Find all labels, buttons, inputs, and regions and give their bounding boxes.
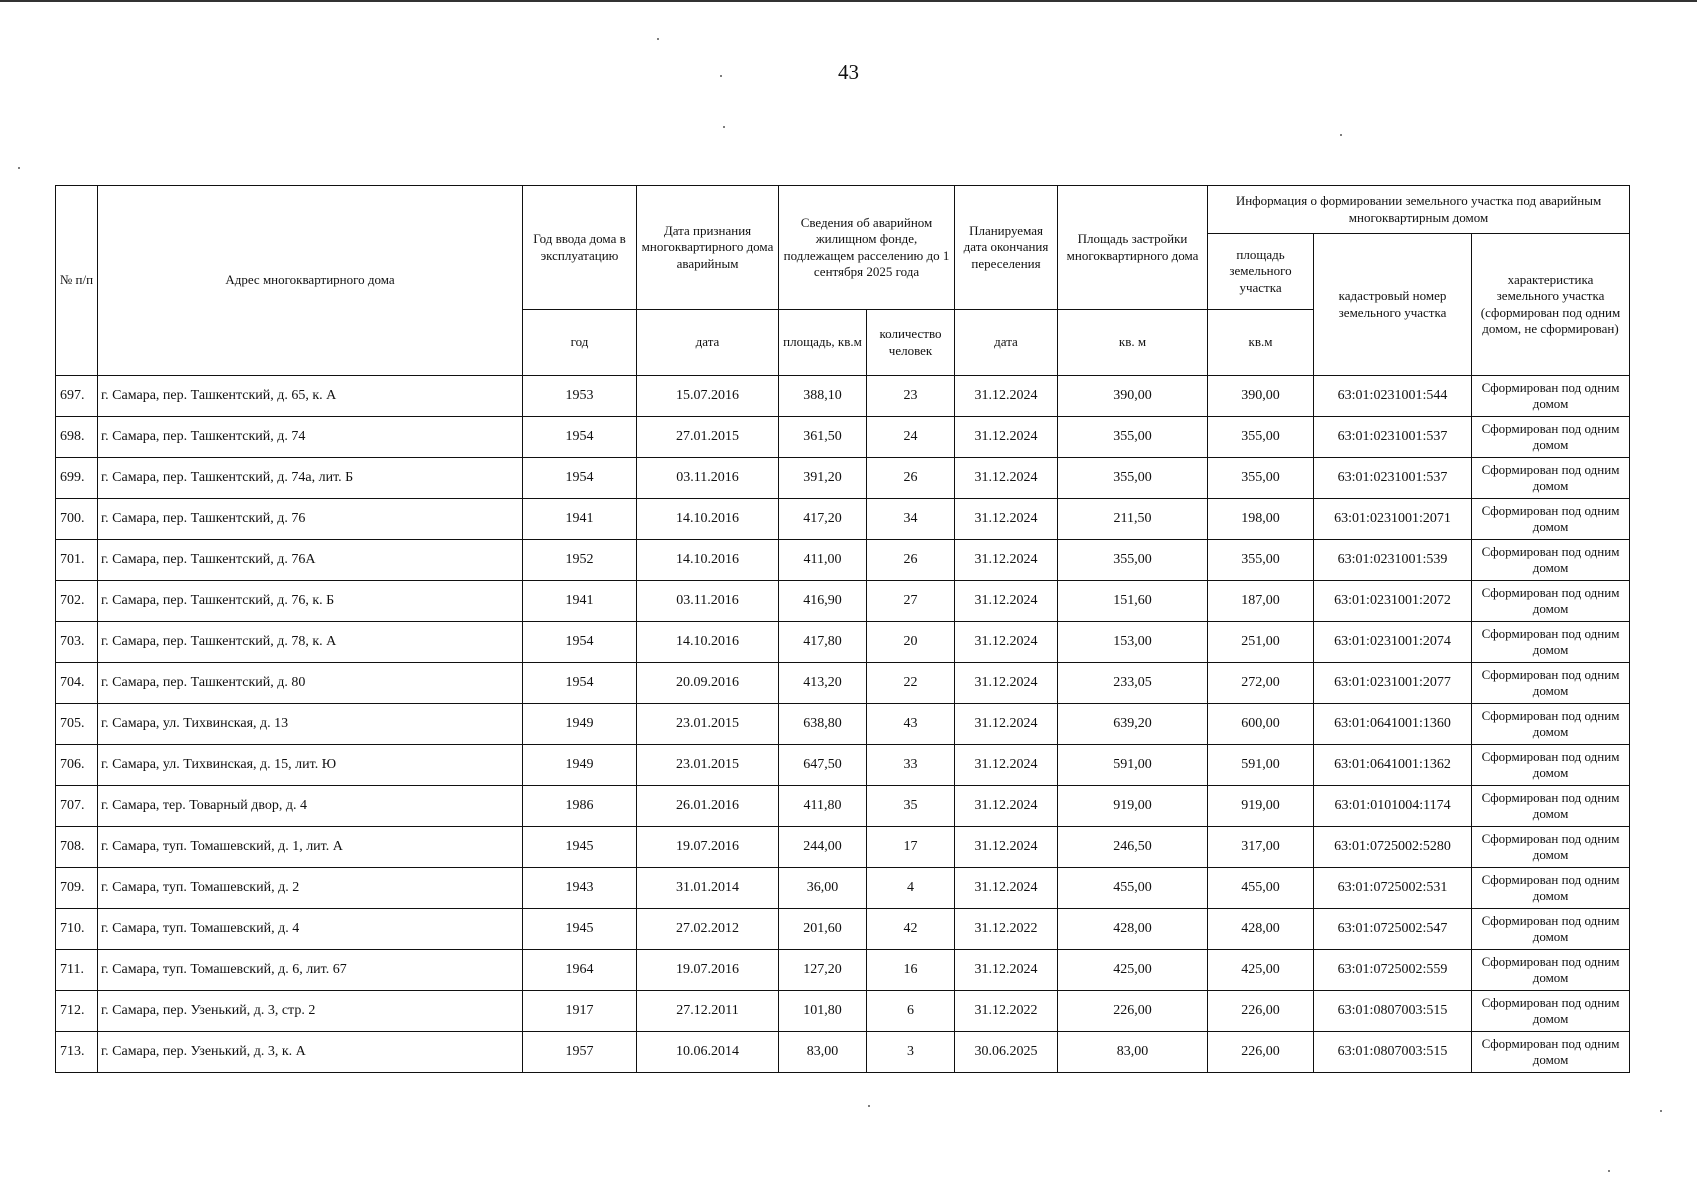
cell-date: 19.07.2016 bbox=[637, 950, 779, 991]
cell-date: 14.10.2016 bbox=[637, 540, 779, 581]
cell-land-area: 355,00 bbox=[1208, 417, 1314, 458]
cell-people: 22 bbox=[867, 663, 955, 704]
cell-planned: 31.12.2022 bbox=[955, 991, 1058, 1032]
cell-build-area: 246,50 bbox=[1058, 827, 1208, 868]
cell-planned: 31.12.2024 bbox=[955, 663, 1058, 704]
cell-build-area: 233,05 bbox=[1058, 663, 1208, 704]
cell-land-char: Сформирован под одним домом bbox=[1472, 458, 1630, 499]
scan-speck bbox=[1660, 1110, 1662, 1112]
cell-year: 1954 bbox=[523, 417, 637, 458]
cell-land-area: 317,00 bbox=[1208, 827, 1314, 868]
cell-year: 1917 bbox=[523, 991, 637, 1032]
cell-num: 700. bbox=[56, 499, 98, 540]
cell-planned: 31.12.2024 bbox=[955, 868, 1058, 909]
cell-people: 3 bbox=[867, 1032, 955, 1073]
cell-area: 36,00 bbox=[779, 868, 867, 909]
cell-people: 33 bbox=[867, 745, 955, 786]
cell-date: 15.07.2016 bbox=[637, 376, 779, 417]
cell-land-char: Сформирован под одним домом bbox=[1472, 622, 1630, 663]
table-row bbox=[56, 1032, 1630, 1073]
header-address: Адрес многоквартирного дома bbox=[98, 186, 523, 376]
cell-address: г. Самара, пер. Ташкентский, д. 76 bbox=[98, 499, 523, 540]
cell-people: 4 bbox=[867, 868, 955, 909]
cell-cadastral: 63:01:0641001:1360 bbox=[1314, 704, 1472, 745]
cell-land-area: 455,00 bbox=[1208, 868, 1314, 909]
cell-address: г. Самара, ул. Тихвинская, д. 15, лит. Ю bbox=[98, 745, 523, 786]
cell-people: 26 bbox=[867, 458, 955, 499]
scan-speck bbox=[723, 126, 725, 128]
cell-address: г. Самара, пер. Узенький, д. 3, стр. 2 bbox=[98, 991, 523, 1032]
cell-year: 1954 bbox=[523, 458, 637, 499]
cell-area: 101,80 bbox=[779, 991, 867, 1032]
cell-num: 712. bbox=[56, 991, 98, 1032]
cell-land-area: 187,00 bbox=[1208, 581, 1314, 622]
cell-land-area: 600,00 bbox=[1208, 704, 1314, 745]
cell-people: 34 bbox=[867, 499, 955, 540]
cell-address: г. Самара, пер. Ташкентский, д. 76А bbox=[98, 540, 523, 581]
cell-land-char: Сформирован под одним домом bbox=[1472, 499, 1630, 540]
header-year-built: Год ввода дома в эксплуатацию bbox=[523, 186, 637, 310]
cell-area: 416,90 bbox=[779, 581, 867, 622]
cell-land-char: Сформирован под одним домом bbox=[1472, 827, 1630, 868]
cell-people: 16 bbox=[867, 950, 955, 991]
cell-address: г. Самара, пер. Ташкентский, д. 74 bbox=[98, 417, 523, 458]
table-row bbox=[56, 540, 1630, 581]
cell-date: 27.02.2012 bbox=[637, 909, 779, 950]
cell-land-char: Сформирован под одним домом bbox=[1472, 868, 1630, 909]
cell-land-char: Сформирован под одним домом bbox=[1472, 663, 1630, 704]
cell-year: 1943 bbox=[523, 868, 637, 909]
cell-planned: 31.12.2024 bbox=[955, 827, 1058, 868]
cell-address: г. Самара, пер. Ташкентский, д. 78, к. А bbox=[98, 622, 523, 663]
scan-speck bbox=[1340, 134, 1342, 136]
cell-build-area: 428,00 bbox=[1058, 909, 1208, 950]
cell-year: 1957 bbox=[523, 1032, 637, 1073]
cell-planned: 31.12.2024 bbox=[955, 704, 1058, 745]
table-row bbox=[56, 581, 1630, 622]
table-row bbox=[56, 458, 1630, 499]
cell-cadastral: 63:01:0641001:1362 bbox=[1314, 745, 1472, 786]
header-cadastral: кадастровый номер земельного участка bbox=[1314, 234, 1472, 376]
cell-planned: 31.12.2024 bbox=[955, 458, 1058, 499]
cell-cadastral: 63:01:0807003:515 bbox=[1314, 1032, 1472, 1073]
cell-area: 361,50 bbox=[779, 417, 867, 458]
cell-land-char: Сформирован под одним домом bbox=[1472, 704, 1630, 745]
cell-date: 20.09.2016 bbox=[637, 663, 779, 704]
cell-land-area: 355,00 bbox=[1208, 540, 1314, 581]
cell-address: г. Самара, туп. Томашевский, д. 2 bbox=[98, 868, 523, 909]
cell-people: 6 bbox=[867, 991, 955, 1032]
scan-speck bbox=[18, 167, 20, 169]
cell-land-char: Сформирован под одним домом bbox=[1472, 540, 1630, 581]
cell-build-area: 355,00 bbox=[1058, 540, 1208, 581]
cell-address: г. Самара, туп. Томашевский, д. 1, лит. А bbox=[98, 827, 523, 868]
cell-planned: 31.12.2024 bbox=[955, 950, 1058, 991]
cell-date: 23.01.2015 bbox=[637, 704, 779, 745]
cell-year: 1945 bbox=[523, 827, 637, 868]
cell-year: 1952 bbox=[523, 540, 637, 581]
cell-cadastral: 63:01:0101004:1174 bbox=[1314, 786, 1472, 827]
cell-people: 17 bbox=[867, 827, 955, 868]
table-row bbox=[56, 950, 1630, 991]
cell-land-char: Сформирован под одним домом bbox=[1472, 376, 1630, 417]
cell-address: г. Самара, туп. Томашевский, д. 6, лит. 67 bbox=[98, 950, 523, 991]
cell-cadastral: 63:01:0231001:2072 bbox=[1314, 581, 1472, 622]
cell-land-area: 919,00 bbox=[1208, 786, 1314, 827]
cell-people: 23 bbox=[867, 376, 955, 417]
cell-cadastral: 63:01:0807003:515 bbox=[1314, 991, 1472, 1032]
cell-cadastral: 63:01:0231001:2074 bbox=[1314, 622, 1472, 663]
cell-date: 23.01.2015 bbox=[637, 745, 779, 786]
table-row bbox=[56, 991, 1630, 1032]
cell-build-area: 390,00 bbox=[1058, 376, 1208, 417]
cell-land-area: 272,00 bbox=[1208, 663, 1314, 704]
cell-cadastral: 63:01:0231001:2071 bbox=[1314, 499, 1472, 540]
cell-num: 698. bbox=[56, 417, 98, 458]
cell-date: 26.01.2016 bbox=[637, 786, 779, 827]
cell-year: 1954 bbox=[523, 663, 637, 704]
header-unit-date2: дата bbox=[955, 310, 1058, 376]
cell-num: 707. bbox=[56, 786, 98, 827]
cell-date: 10.06.2014 bbox=[637, 1032, 779, 1073]
header-fund-info: Сведения об аварийном жилищном фонде, подлежащем расселению до 1 сентября 2025 года bbox=[779, 186, 955, 310]
cell-planned: 31.12.2024 bbox=[955, 376, 1058, 417]
cell-year: 1953 bbox=[523, 376, 637, 417]
header-num: № п/п bbox=[56, 186, 98, 376]
cell-date: 19.07.2016 bbox=[637, 827, 779, 868]
cell-cadastral: 63:01:0231001:539 bbox=[1314, 540, 1472, 581]
cell-people: 27 bbox=[867, 581, 955, 622]
cell-date: 27.01.2015 bbox=[637, 417, 779, 458]
cell-address: г. Самара, пер. Ташкентский, д. 80 bbox=[98, 663, 523, 704]
cell-date: 03.11.2016 bbox=[637, 458, 779, 499]
cell-area: 638,80 bbox=[779, 704, 867, 745]
cell-land-area: 226,00 bbox=[1208, 1032, 1314, 1073]
cell-build-area: 153,00 bbox=[1058, 622, 1208, 663]
cell-people: 35 bbox=[867, 786, 955, 827]
header-date-recognized: Дата признания многоквартирного дома аварийным bbox=[637, 186, 779, 310]
header-unit-people: количество человек bbox=[867, 310, 955, 376]
header-land-char: характеристика земельного участка (сформирован под одним домом, не сформирован) bbox=[1472, 234, 1630, 376]
cell-address: г. Самара, пер. Ташкентский, д. 76, к. Б bbox=[98, 581, 523, 622]
top-border-line bbox=[0, 0, 1697, 2]
cell-land-char: Сформирован под одним домом bbox=[1472, 950, 1630, 991]
cell-num: 704. bbox=[56, 663, 98, 704]
cell-year: 1941 bbox=[523, 499, 637, 540]
table-row bbox=[56, 868, 1630, 909]
cell-land-area: 425,00 bbox=[1208, 950, 1314, 991]
cell-land-char: Сформирован под одним домом bbox=[1472, 417, 1630, 458]
header-unit-year: год bbox=[523, 310, 637, 376]
cell-cadastral: 63:01:0231001:537 bbox=[1314, 417, 1472, 458]
cell-num: 703. bbox=[56, 622, 98, 663]
cell-year: 1954 bbox=[523, 622, 637, 663]
cell-date: 14.10.2016 bbox=[637, 622, 779, 663]
cell-year: 1949 bbox=[523, 745, 637, 786]
header-unit-area: площадь, кв.м bbox=[779, 310, 867, 376]
header-unit-sqm: кв. м bbox=[1058, 310, 1208, 376]
cell-planned: 31.12.2024 bbox=[955, 581, 1058, 622]
header-planned-date: Планируемая дата окончания переселения bbox=[955, 186, 1058, 310]
cell-num: 702. bbox=[56, 581, 98, 622]
cell-address: г. Самара, ул. Тихвинская, д. 13 bbox=[98, 704, 523, 745]
table-body bbox=[56, 376, 1630, 1073]
cell-address: г. Самара, пер. Ташкентский, д. 74а, лит. Б bbox=[98, 458, 523, 499]
table-header bbox=[56, 186, 1630, 376]
resettlement-table bbox=[55, 185, 1630, 1073]
cell-planned: 30.06.2025 bbox=[955, 1032, 1058, 1073]
cell-land-area: 355,00 bbox=[1208, 458, 1314, 499]
cell-address: г. Самара, пер. Узенький, д. 3, к. А bbox=[98, 1032, 523, 1073]
cell-date: 14.10.2016 bbox=[637, 499, 779, 540]
cell-cadastral: 63:01:0725002:559 bbox=[1314, 950, 1472, 991]
cell-planned: 31.12.2024 bbox=[955, 417, 1058, 458]
cell-area: 388,10 bbox=[779, 376, 867, 417]
cell-people: 20 bbox=[867, 622, 955, 663]
cell-address: г. Самара, тер. Товарный двор, д. 4 bbox=[98, 786, 523, 827]
cell-people: 42 bbox=[867, 909, 955, 950]
cell-cadastral: 63:01:0725002:547 bbox=[1314, 909, 1472, 950]
cell-area: 411,80 bbox=[779, 786, 867, 827]
header-building-area: Площадь застройки многоквартирного дома bbox=[1058, 186, 1208, 310]
cell-num: 711. bbox=[56, 950, 98, 991]
cell-cadastral: 63:01:0725002:531 bbox=[1314, 868, 1472, 909]
cell-build-area: 226,00 bbox=[1058, 991, 1208, 1032]
table-row bbox=[56, 909, 1630, 950]
cell-land-area: 226,00 bbox=[1208, 991, 1314, 1032]
cell-area: 83,00 bbox=[779, 1032, 867, 1073]
table-row bbox=[56, 663, 1630, 704]
cell-build-area: 425,00 bbox=[1058, 950, 1208, 991]
cell-area: 413,20 bbox=[779, 663, 867, 704]
cell-people: 24 bbox=[867, 417, 955, 458]
scan-speck bbox=[720, 75, 722, 77]
cell-planned: 31.12.2024 bbox=[955, 622, 1058, 663]
cell-year: 1941 bbox=[523, 581, 637, 622]
cell-address: г. Самара, туп. Томашевский, д. 4 bbox=[98, 909, 523, 950]
cell-land-area: 428,00 bbox=[1208, 909, 1314, 950]
cell-land-char: Сформирован под одним домом bbox=[1472, 991, 1630, 1032]
cell-land-char: Сформирован под одним домом bbox=[1472, 1032, 1630, 1073]
cell-date: 03.11.2016 bbox=[637, 581, 779, 622]
cell-build-area: 591,00 bbox=[1058, 745, 1208, 786]
cell-num: 708. bbox=[56, 827, 98, 868]
cell-land-area: 591,00 bbox=[1208, 745, 1314, 786]
cell-num: 713. bbox=[56, 1032, 98, 1073]
cell-planned: 31.12.2024 bbox=[955, 540, 1058, 581]
cell-planned: 31.12.2024 bbox=[955, 499, 1058, 540]
header-unit-sqm2: кв.м bbox=[1208, 310, 1314, 376]
cell-land-area: 390,00 bbox=[1208, 376, 1314, 417]
cell-build-area: 355,00 bbox=[1058, 458, 1208, 499]
cell-build-area: 355,00 bbox=[1058, 417, 1208, 458]
cell-num: 701. bbox=[56, 540, 98, 581]
cell-cadastral: 63:01:0231001:537 bbox=[1314, 458, 1472, 499]
cell-people: 26 bbox=[867, 540, 955, 581]
table-row bbox=[56, 499, 1630, 540]
header-land-area: площадь земельного участка bbox=[1208, 234, 1314, 310]
table-row bbox=[56, 622, 1630, 663]
cell-year: 1949 bbox=[523, 704, 637, 745]
cell-build-area: 455,00 bbox=[1058, 868, 1208, 909]
cell-area: 391,20 bbox=[779, 458, 867, 499]
cell-area: 127,20 bbox=[779, 950, 867, 991]
cell-date: 31.01.2014 bbox=[637, 868, 779, 909]
cell-cadastral: 63:01:0231001:544 bbox=[1314, 376, 1472, 417]
cell-date: 27.12.2011 bbox=[637, 991, 779, 1032]
cell-planned: 31.12.2024 bbox=[955, 786, 1058, 827]
cell-num: 706. bbox=[56, 745, 98, 786]
cell-build-area: 211,50 bbox=[1058, 499, 1208, 540]
cell-people: 43 bbox=[867, 704, 955, 745]
header-land-info: Информация о формировании земельного участка под аварийным многоквартирным домом bbox=[1208, 186, 1630, 234]
cell-land-char: Сформирован под одним домом bbox=[1472, 786, 1630, 827]
cell-build-area: 919,00 bbox=[1058, 786, 1208, 827]
cell-land-area: 251,00 bbox=[1208, 622, 1314, 663]
scan-speck bbox=[868, 1105, 870, 1107]
cell-area: 201,60 bbox=[779, 909, 867, 950]
cell-land-area: 198,00 bbox=[1208, 499, 1314, 540]
table-row bbox=[56, 704, 1630, 745]
cell-num: 697. bbox=[56, 376, 98, 417]
cell-area: 244,00 bbox=[779, 827, 867, 868]
cell-num: 709. bbox=[56, 868, 98, 909]
cell-cadastral: 63:01:0725002:5280 bbox=[1314, 827, 1472, 868]
cell-planned: 31.12.2022 bbox=[955, 909, 1058, 950]
table-row bbox=[56, 786, 1630, 827]
cell-build-area: 151,60 bbox=[1058, 581, 1208, 622]
scan-speck bbox=[657, 38, 659, 40]
cell-land-char: Сформирован под одним домом bbox=[1472, 581, 1630, 622]
cell-year: 1964 bbox=[523, 950, 637, 991]
scan-speck bbox=[1608, 1170, 1610, 1172]
cell-address: г. Самара, пер. Ташкентский, д. 65, к. А bbox=[98, 376, 523, 417]
page-number: 43 bbox=[838, 60, 859, 84]
cell-num: 705. bbox=[56, 704, 98, 745]
table-row bbox=[56, 417, 1630, 458]
cell-num: 710. bbox=[56, 909, 98, 950]
cell-area: 417,20 bbox=[779, 499, 867, 540]
cell-cadastral: 63:01:0231001:2077 bbox=[1314, 663, 1472, 704]
cell-land-char: Сформирован под одним домом bbox=[1472, 909, 1630, 950]
cell-build-area: 83,00 bbox=[1058, 1032, 1208, 1073]
cell-build-area: 639,20 bbox=[1058, 704, 1208, 745]
table-row bbox=[56, 745, 1630, 786]
cell-year: 1986 bbox=[523, 786, 637, 827]
header-unit-date: дата bbox=[637, 310, 779, 376]
cell-planned: 31.12.2024 bbox=[955, 745, 1058, 786]
cell-area: 417,80 bbox=[779, 622, 867, 663]
cell-num: 699. bbox=[56, 458, 98, 499]
cell-land-char: Сформирован под одним домом bbox=[1472, 745, 1630, 786]
table-row bbox=[56, 827, 1630, 868]
cell-year: 1945 bbox=[523, 909, 637, 950]
table-row bbox=[56, 376, 1630, 417]
cell-area: 411,00 bbox=[779, 540, 867, 581]
cell-area: 647,50 bbox=[779, 745, 867, 786]
